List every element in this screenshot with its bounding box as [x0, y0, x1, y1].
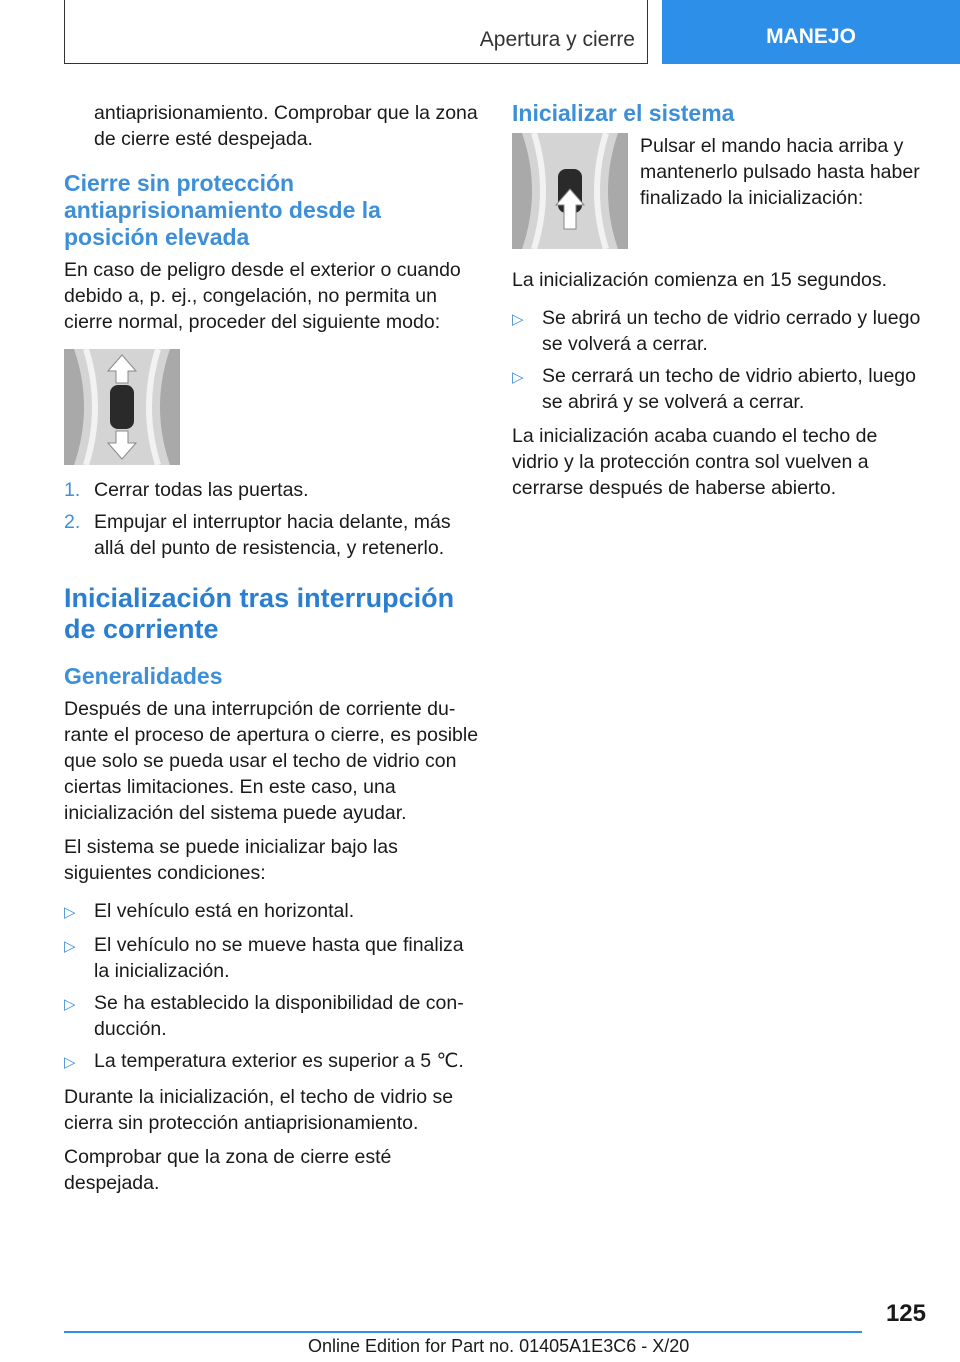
effect-text: Se abrirá un techo de vidrio cerrado y luego se volverá a cerrar.	[542, 307, 921, 355]
triangle-bullet-icon: ▷	[64, 1054, 76, 1071]
heading-cierre-sin-proteccion: Cierre sin protección antiaprisionamiento desde la posición elevada	[64, 170, 381, 250]
effect-text: Se cerrará un techo de vidrio abierto, luego se abrirá y se volverá a cerrar.	[542, 365, 916, 413]
illustration-row	[512, 133, 928, 249]
triangle-bullet-icon: ▷	[512, 311, 524, 328]
step-text: Cerrar todas las puertas.	[94, 479, 309, 501]
switch-push-up-down-illustration	[64, 349, 180, 465]
list-item	[512, 305, 928, 357]
footer-edition: Online Edition for Part no. 01405A1E3C6 - X/20	[308, 1336, 690, 1356]
left-column	[64, 100, 480, 1204]
paragraph-durante: Durante la inicialización, el techo de vidrio se cierra sin protección antiaprisionamiento.	[64, 1086, 454, 1134]
step-number: 1.	[64, 479, 81, 501]
paragraph-acaba: La inicialización acaba cuando el techo de vidrio y la protección contra sol vuelven a cerrarse después de haberse abierto.	[512, 425, 878, 499]
condition-text: El vehículo no se mueve hasta que finaliza la inicialización.	[94, 934, 464, 982]
init-effects-list	[512, 305, 928, 415]
footer-divider	[64, 1331, 862, 1333]
list-item	[512, 363, 928, 415]
triangle-bullet-icon: ▷	[64, 938, 76, 955]
header-section-title: Apertura y cierre	[479, 28, 635, 51]
condition-text: El vehículo está en horizontal.	[94, 900, 355, 922]
page-number: 125	[885, 1300, 926, 1327]
intro-paragraph: antiaprisionamiento. Comprobar que la zona de cierre esté despejada.	[94, 102, 478, 150]
triangle-bullet-icon: ▷	[64, 996, 76, 1013]
list-item	[64, 509, 480, 561]
paragraph-despues: Después de una interrupción de corriente durante el proceso de apertura o cierre, es posible que solo se pueda usar el techo de vidrio con ciertas limitaciones. En este caso, una inicialización del sistema puede ayudar.	[64, 698, 479, 824]
condition-text: Se ha establecido la disponibilidad de conducción.	[94, 992, 464, 1040]
right-column	[512, 100, 928, 509]
condition-text: La temperatura exterior es superior a 5 ℃.	[94, 1050, 464, 1072]
switch-push-up-illustration	[512, 133, 628, 249]
list-item	[64, 898, 480, 926]
triangle-bullet-icon: ▷	[64, 904, 76, 921]
heading-generalidades: Generalidades	[64, 663, 223, 689]
heading-inicializar-sistema: Inicializar el sistema	[512, 100, 735, 126]
header-chapter-tab[interactable]: MANEJO	[662, 0, 960, 64]
paragraph-comienza: La inicialización comienza en 15 segundos.	[512, 269, 888, 291]
steps-list	[64, 477, 480, 561]
step-number: 2.	[64, 511, 81, 533]
paragraph-peligro: En caso de peligro desde el exterior o cuando debido a, p. ej., congelación, no permita un cierre normal, proceder del siguiente modo:	[64, 259, 461, 333]
paragraph-pulsar: Pulsar el mando hacia arriba y mantenerlo pulsado hasta haber finalizado la inicialización:	[640, 135, 920, 209]
list-item	[64, 477, 480, 503]
paragraph-sistema: El sistema se puede inicializar bajo las siguientes condiciones:	[64, 836, 398, 884]
list-item	[64, 990, 480, 1042]
step-text: Empujar el interruptor hacia delante, más allá del punto de resistencia, y retenerlo.	[94, 511, 451, 559]
heading-inicializacion-interrupcion: Inicialización tras interrupción de corriente	[64, 583, 455, 644]
list-item	[64, 1048, 480, 1076]
triangle-bullet-icon: ▷	[512, 369, 524, 386]
list-item	[64, 932, 480, 984]
paragraph-comprobar: Comprobar que la zona de cierre esté despejada.	[64, 1146, 392, 1194]
conditions-list	[64, 898, 480, 1076]
